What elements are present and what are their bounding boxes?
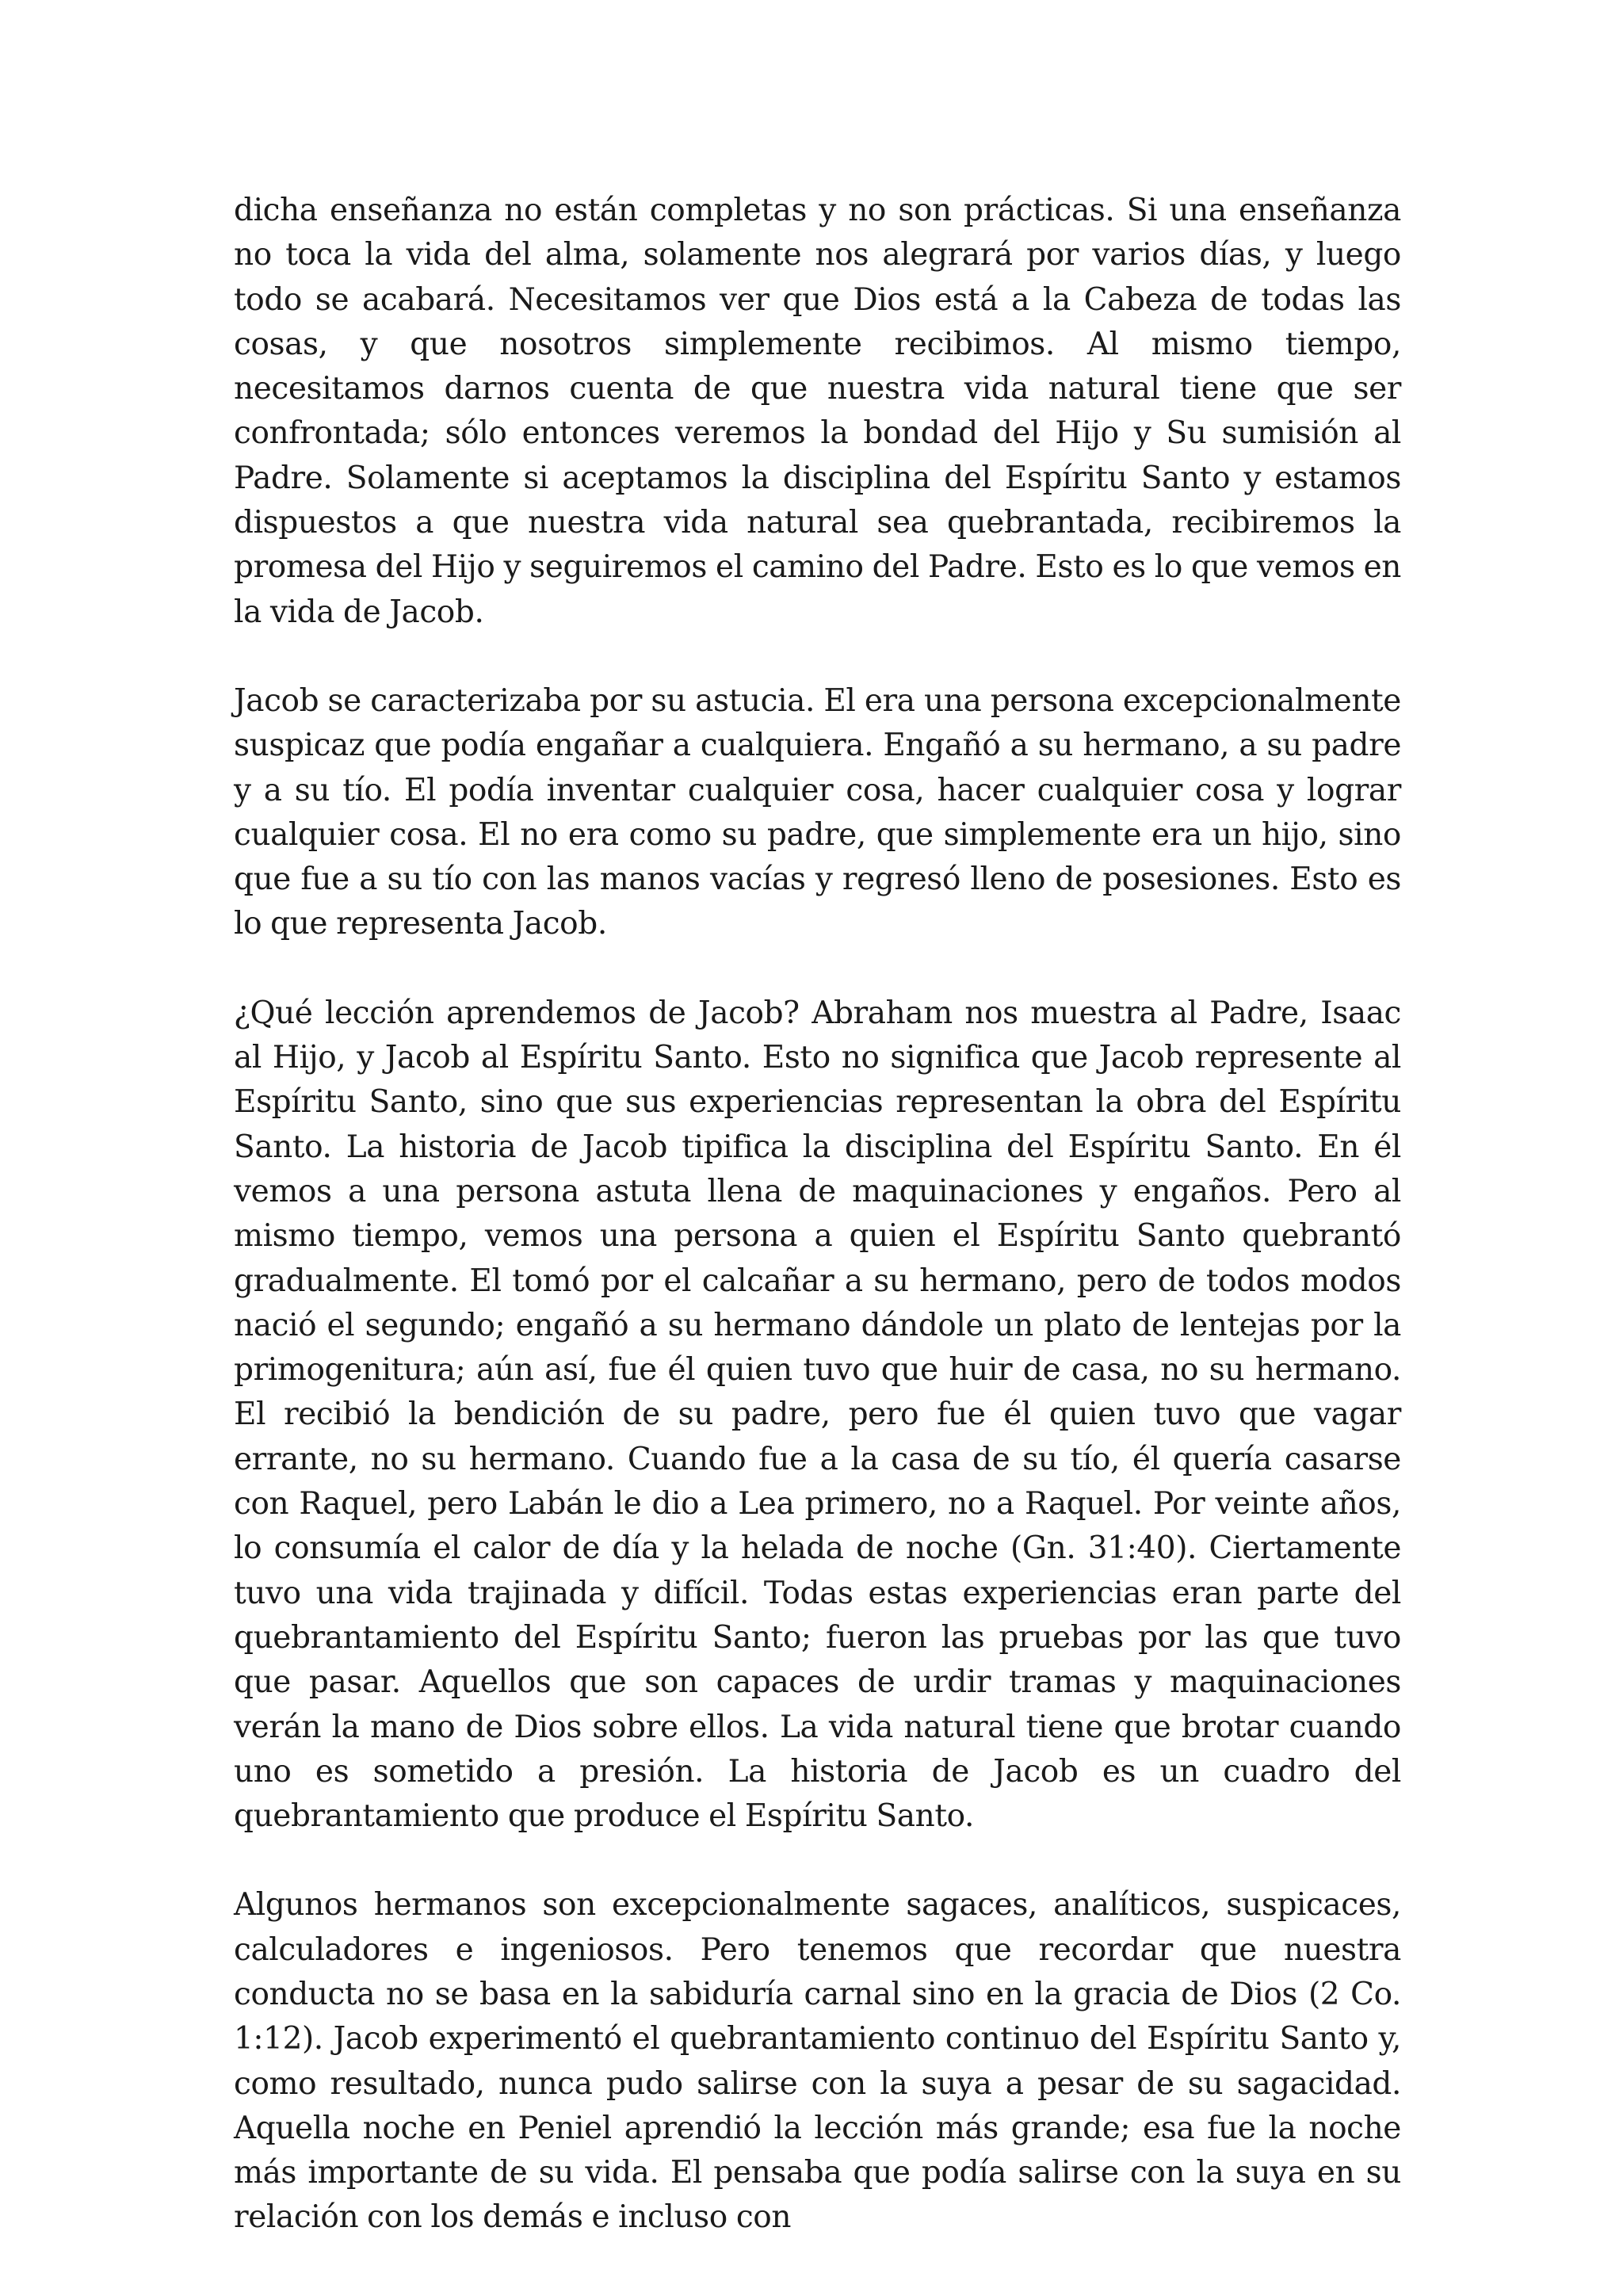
paragraph-4: Algunos hermanos son excepcionalmente sagaces, analíticos, suspicaces, calculadores e ingeniosos. Pero tenemos que recordar que nuestra conducta no se basa en la sabiduría carnal sino en la gracia de Dios (2 Co. 1:12). Jacob experimentó el quebrantamiento continuo del Espíritu Santo y, como resultado, nunca pudo salirse con la suya a pesar de su sagacidad. Aquella noche en Peniel aprendió la lección más grande; esa fue la noche más importante de su vida. El pensaba que podía salirse con la suya en su relación con los demás e incluso con: [234, 1887, 1401, 2236]
paragraph-2: Jacob se caracterizaba por su astucia. El era una persona excepcionalmente suspicaz que podía engañar a cualquiera. Engañó a su hermano, a su padre y a su tío. El podía inventar cualquier cosa, hacer cualquier cosa y lograr cualquier cosa. El no era como su padre, que simplemente era un hijo, sino que fue a su tío con las manos vacías y regresó lleno de posesiones. Esto es lo que representa Jacob.: [234, 682, 1401, 942]
paragraph-3: ¿Qué lección aprendemos de Jacob? Abraham nos muestra al Padre, Isaac al Hijo, y Jacob al Espíritu Santo. Esto no significa que Jacob represente al Espíritu Santo, sino que sus experiencias representan la obra del Espíritu Santo. La historia de Jacob tipifica la disciplina del Espíritu Santo. En él vemos a una persona astuta llena de maquinaciones y engaños. Pero al mismo tiempo, vemos una persona a quien el Espíritu Santo quebrantó gradualmente. El tomó por el calcañar a su hermano, pero de todos modos nació el segundo; engañó a su hermano dándole un plato de lentejas por la primogenitura; aún así, fue él quien tuvo que huir de casa, no su hermano. El recibió la bendición de su padre, pero fue él quien tuvo que vagar errante, no su hermano. Cuando fue a la casa de su tío, él quería casarse con Raquel, pero Labán le dio a Lea primero, no a Raquel. Por veinte años, lo consumía el calor de día y la helada de noche (Gn. 31:40). Ciertamente tuvo una vida trajinada y difícil. Todas estas experiencias eran parte del quebrantamiento del Espíritu Santo; fueron las pruebas por las que tuvo que pasar. Aquellos que son capaces de urdir tramas y maquinaciones verán la mano de Dios sobre ellos. La vida natural tiene que brotar cuando uno es sometido a presión. La historia de Jacob es un cuadro del quebrantamiento que produce el Espíritu Santo.: [234, 995, 1401, 1835]
paragraph-1: dicha enseñanza no están completas y no son prácticas. Si una enseñanza no toca la vida del alma, solamente nos alegrará por varios días, y luego todo se acabará. Necesitamos ver que Dios está a la Cabeza de todas las cosas, y que nosotros simplemente recibimos. Al mismo tiempo, necesitamos darnos cuenta de que nuestra vida natural tiene que ser confrontada; sólo entonces veremos la bondad del Hijo y Su sumisión al Padre. Solamente si aceptamos la disciplina del Espíritu Santo y estamos dispuestos a que nuestra vida natural sea quebrantada, recibiremos la promesa del Hijo y seguiremos el camino del Padre. Esto es lo que vemos en la vida de Jacob.: [234, 193, 1401, 630]
document-body: [234, 189, 1401, 2285]
